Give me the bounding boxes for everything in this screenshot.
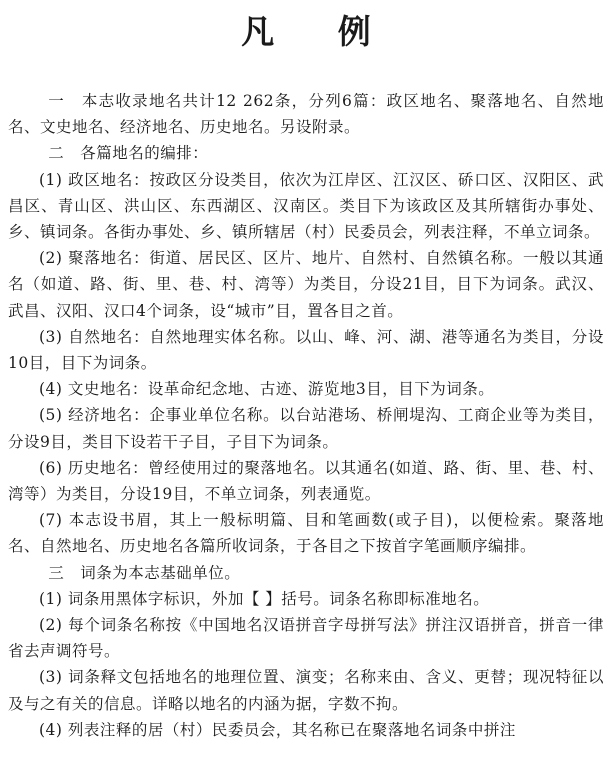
paragraph: (4) 列表注释的居（村）民委员会，其名称已在聚落地名词条中拼注: [39, 720, 516, 739]
section-heading: 二 各篇地名的编排：: [48, 144, 209, 163]
paragraph: (7) 本志设书眉，其上一般标明篇、目和笔画数(或子目)，以便检索。聚落地名、自然地名、历史地名各篇所收词条，于各目之下按首字笔画顺序编排。: [8, 511, 604, 556]
paragraph: (3) 自然地名：自然地理实体名称。以山、峰、河、湖、港等通名为类目，分设10目，目下为词条。: [8, 327, 604, 373]
document-page: [8, 0, 604, 739]
paragraph: (2) 聚落地名：街道、居民区、区片、地片、自然村、自然镇名称。一般以其通名（如道、路、街、里、巷、村、湾等）为类目，分设21目，目下为词条。武汉、武昌、汉阳、汉口4个词条，设“城市”目，置各目之首。: [8, 249, 604, 320]
paragraph: (5) 经济地名：企事业单位名称。以台站港场、桥闸堤沟、工商企业等为类目，分设9目，类目下设若干子目，子目下为词条。: [8, 406, 604, 451]
page-title: 凡 例: [241, 12, 397, 51]
paragraph: (3) 词条释文包括地名的地理位置、演变；名称来由、含义、更替；现况特征以及与之有关的信息。详略以地名的内涵为据，字数不拘。: [8, 668, 604, 713]
paragraph: (6) 历史地名：曾经使用过的聚落地名。以其通名(如道、路、街、里、巷、村、湾等）为类目，分设19目，不单立词条，列表通览。: [8, 458, 604, 504]
section-heading: 三 词条为本志基础单位。: [48, 563, 241, 582]
document-body: [8, 88, 604, 743]
paragraph: (1) 词条用黑体字标识，外加【 】括号。词条名称即标准地名。: [39, 589, 490, 608]
section-heading: 一 本志收录地名共计12 262条，分列6篇：政区地名、聚落地名、自然地名、文史地名、经济地名、历史地名。另设附录。: [8, 92, 604, 137]
paragraph: (4) 文史地名：设革命纪念地、古迹、游览地3目，目下为词条。: [39, 380, 495, 399]
paragraph: (2) 每个词条名称按《中国地名汉语拼音字母拼写法》拼注汉语拼音，拼音一律省去声调符号。: [8, 616, 604, 661]
paragraph: (1) 政区地名：按政区分设类目，依次为江岸区、江汉区、硚口区、汉阳区、武昌区、青山区、洪山区、东西湖区、汉南区。类目下为该政区及其所辖街办事处、乡、镇词条。各街办事处、乡、镇所辖居（村）民委员会，列表注释，不单立词条。: [8, 170, 604, 242]
